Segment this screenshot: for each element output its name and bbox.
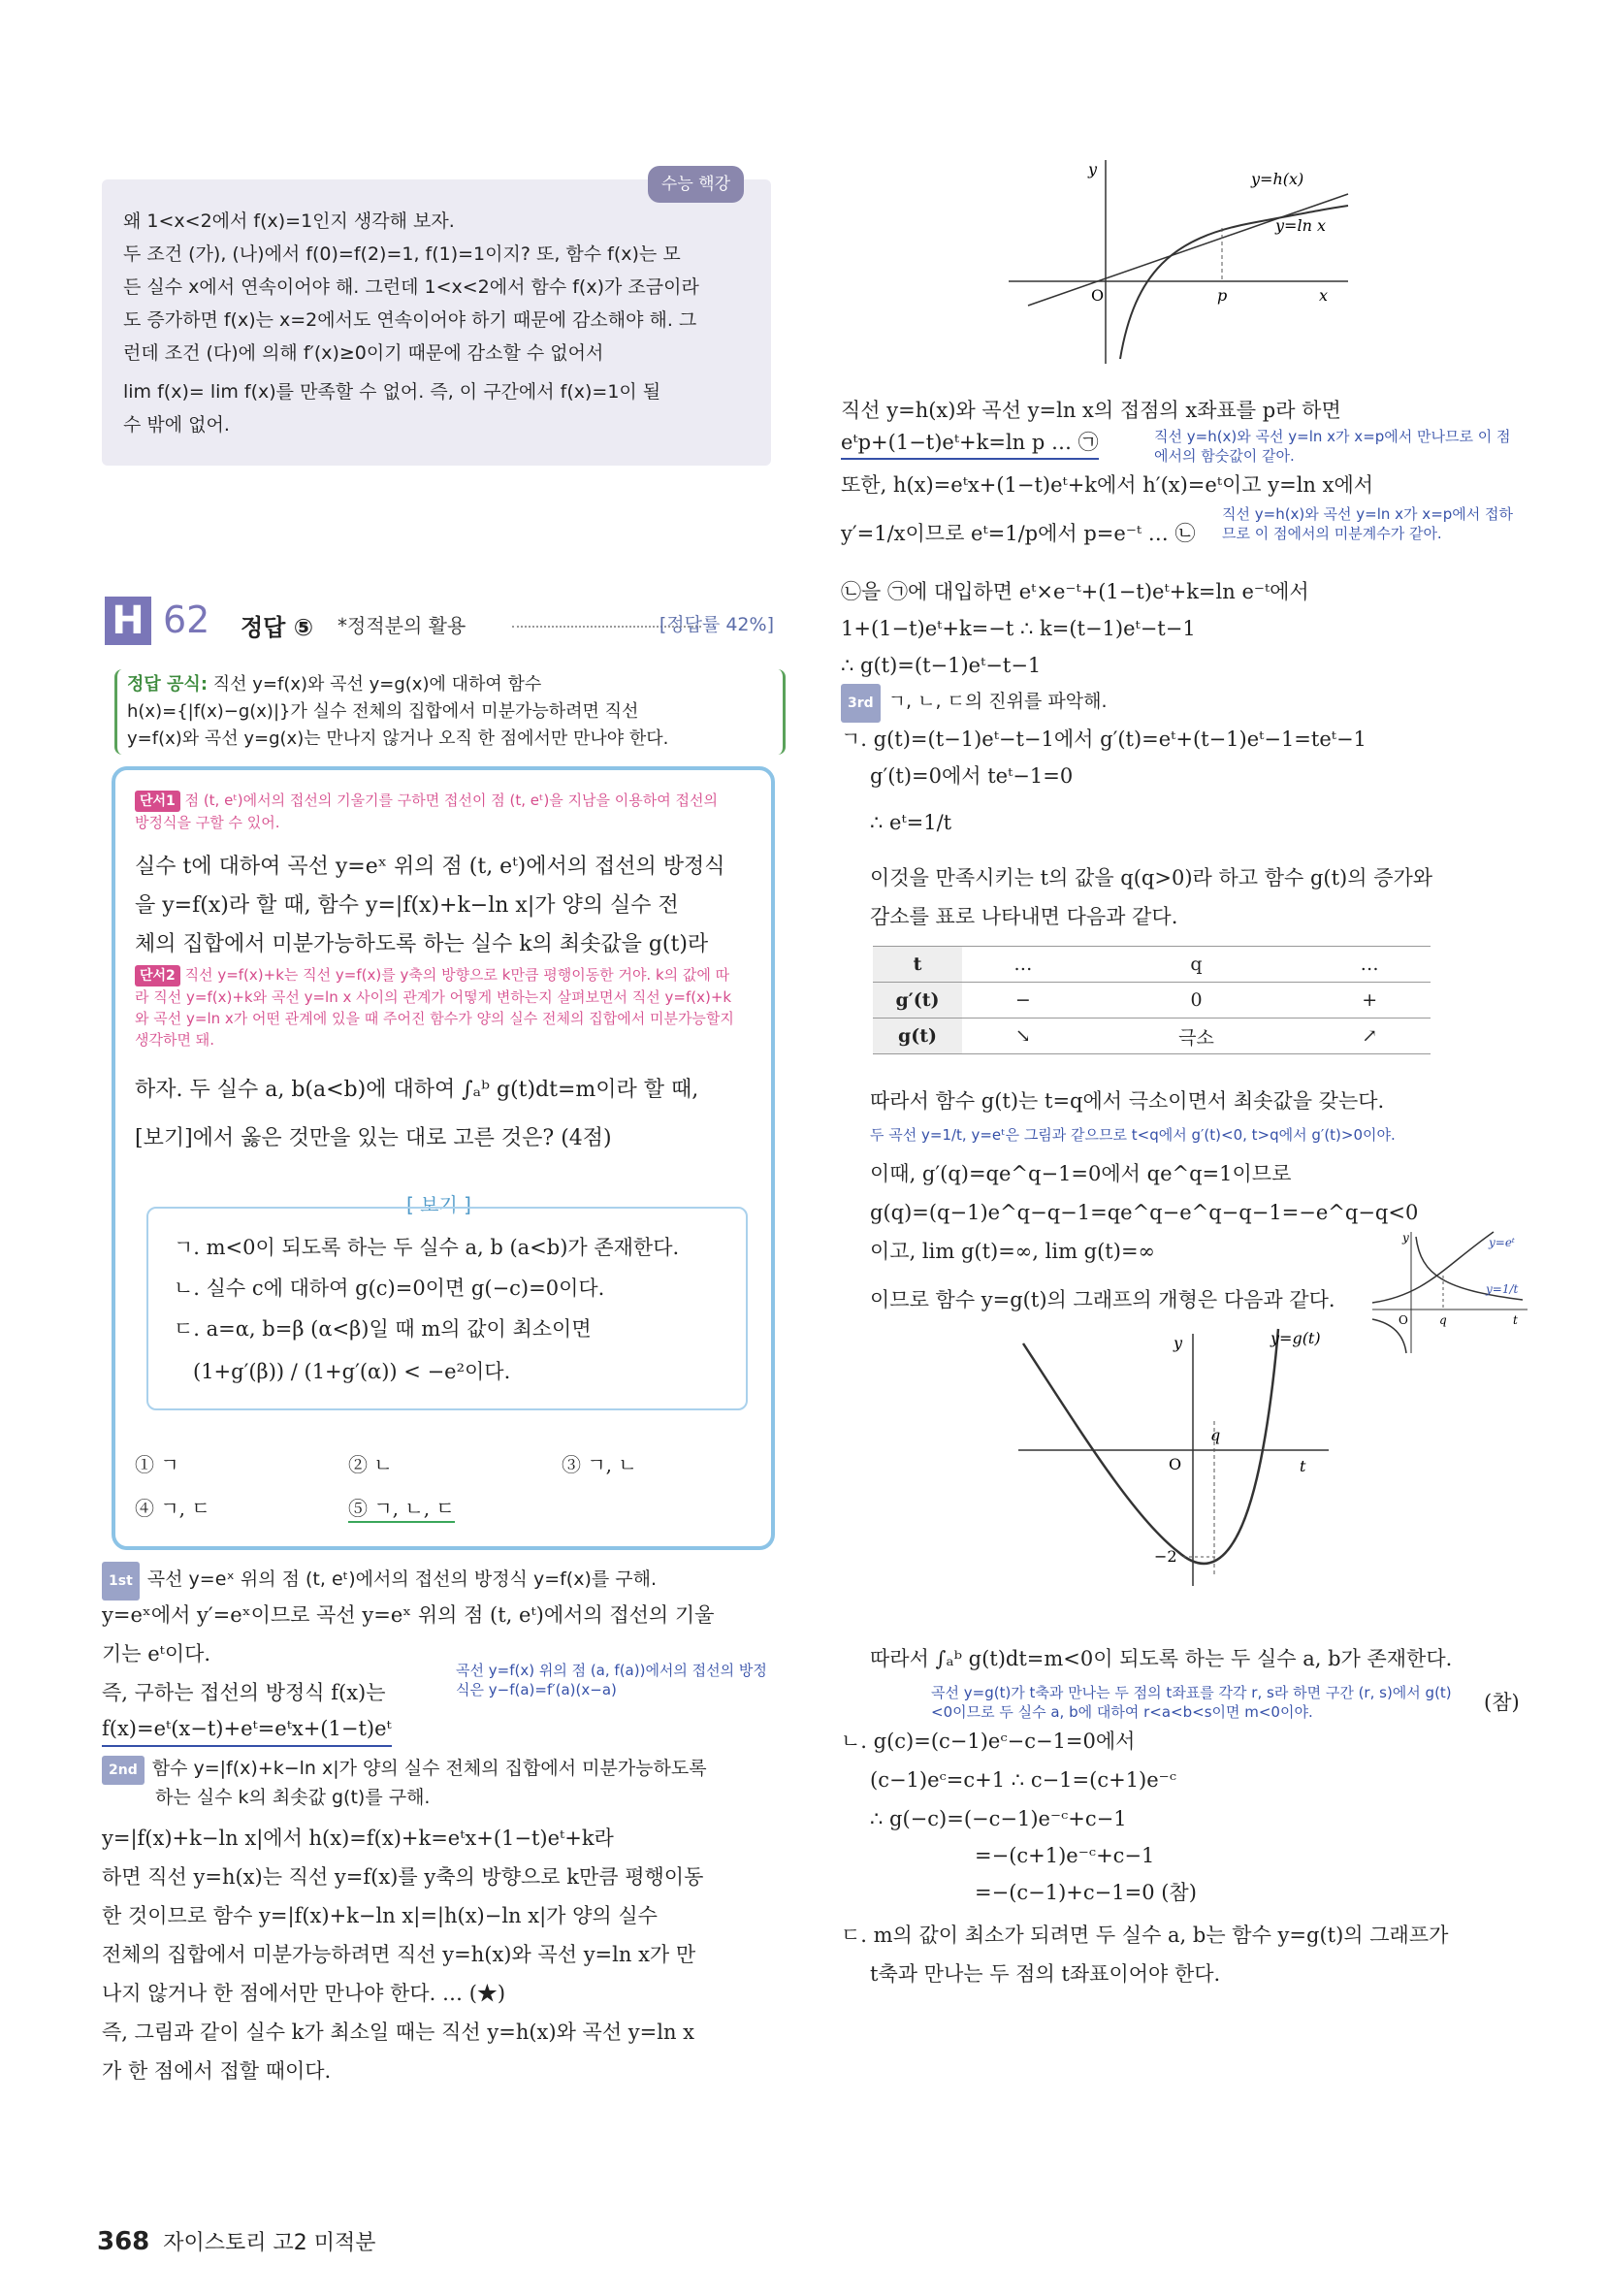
note: 곡선 y=f(x) 위의 점 (a, f(a))에서의 접선의 방정식은 y−f(a)=f′(a)(x−a) <box>456 1662 767 1698</box>
label: O <box>1091 286 1105 305</box>
step-text: 함수 y=|f(x)+k−ln x|가 양의 실수 전체의 집합에서 미분가능하도록 <box>151 1758 707 1779</box>
tip-line: 왜 1<x<2에서 f(x)=1인지 생각해 보자. <box>123 210 455 232</box>
solution-line: 가 한 점에서 접할 때이다. <box>102 2059 332 2083</box>
book-title: 자이스토리 고2 미적분 <box>163 2231 376 2255</box>
solution-line: ㄱ. g(t)=(t−1)eᵗ−t−1에서 g′(t)=eᵗ+(t−1)eᵗ−1=teᵗ−1 <box>841 728 1367 751</box>
tip-line: 도 증가하면 f(x)는 x=2에서도 연속이어야 하기 때문에 감소해야 해. 그 <box>123 309 697 331</box>
step-2nd <box>102 1754 707 1785</box>
tip-line: 수 밖에 없어. <box>123 414 230 436</box>
table-cell: 0 <box>1084 983 1309 1019</box>
step-1st <box>102 1560 657 1601</box>
table-cell: ↗ <box>1308 1019 1431 1054</box>
solution-line: 따라서 함수 g(t)는 t=q에서 극소이면서 최솟값을 갖는다. <box>870 1089 1385 1113</box>
solution-line: 이때, g′(q)=qe^q−1=0에서 qe^q=1이므로 <box>870 1162 1292 1185</box>
hint-2 <box>135 964 736 1051</box>
bogi-box <box>146 1207 748 1410</box>
note: 직선 y=h(x)와 곡선 y=ln x가 x=p에서 접하므로 이 점에서의 미분계수가 같아. <box>1222 505 1514 542</box>
table-cell: … <box>962 947 1084 983</box>
formula-text: 직선 y=f(x)와 곡선 y=g(x)에 대하여 함수 <box>208 674 542 695</box>
solution-line: 즉, 구하는 접선의 방정식 f(x)는 <box>102 1681 386 1704</box>
problem-header <box>105 597 774 645</box>
label: x <box>1319 286 1329 305</box>
topic-label: *정적분의 활용 <box>338 614 466 637</box>
solution-line: =−(c+1)e⁻ᶜ+c−1 <box>975 1844 1155 1867</box>
verdict: (참) <box>1484 1691 1520 1714</box>
choice-2[interactable]: ② ㄴ <box>348 1453 393 1476</box>
step-badge: 2nd <box>102 1756 145 1785</box>
solution-line: ∴ g(−c)=(−c−1)e⁻ᶜ+c−1 <box>870 1807 1127 1830</box>
table-cell: … <box>1308 947 1431 983</box>
label: y=h(x) <box>1251 170 1304 188</box>
label: O <box>1399 1313 1408 1327</box>
solution-line: y=|f(x)+k−ln x|에서 h(x)=f(x)+k=eᵗx+(1−t)eᵗ+k라 <box>102 1827 614 1850</box>
bogi-item: ㄴ. 실수 c에 대하여 g(c)=0이면 g(−c)=0이다. <box>174 1277 605 1300</box>
solution-line: ㉡을 ㉠에 대입하면 eᵗ×e⁻ᵗ+(1−t)eᵗ+k=ln e⁻ᵗ에서 <box>841 580 1309 603</box>
solution-line: 한 것이므로 함수 y=|f(x)+k−ln x|=|h(x)−ln x|가 양의 실수 <box>102 1904 658 1927</box>
label: y=g(t) <box>1270 1329 1321 1347</box>
solution-line: g(q)=(q−1)e^q−q−1=qe^q−e^q−q−1=−e^q−q<0 <box>870 1201 1419 1224</box>
step-3rd <box>841 682 1108 723</box>
graph-g <box>1009 1324 1377 1596</box>
label: y=1/t <box>1486 1282 1519 1296</box>
problem-line: 하자. 두 실수 a, b(a<b)에 대하여 ∫ₐᵇ g(t)dt=m이라 할 때, <box>135 1078 699 1102</box>
hint-tag: 단서2 <box>135 965 180 986</box>
solution-line: 감소를 표로 나타내면 다음과 같다. <box>870 905 1178 928</box>
tip-line: 두 조건 (가), (나)에서 f(0)=f(2)=1, f(1)=1이지? 또, 함수 f(x)는 모 <box>123 243 681 265</box>
problem-box <box>112 766 775 1550</box>
label: y <box>1088 160 1098 178</box>
step-badge: 1st <box>102 1562 140 1601</box>
solution-line: f(x)=eᵗ(x−t)+eᵗ=eᵗx+(1−t)eᵗ <box>102 1712 392 1747</box>
tip-badge: 수능 핵강 <box>648 166 744 203</box>
solution-line: g′(t)=0에서 teᵗ−1=0 <box>870 764 1074 788</box>
page-number: 368 <box>97 2227 150 2256</box>
problem-line: 을 y=f(x)라 할 때, 함수 y=|f(x)+k−ln x|가 양의 실수 전 <box>135 893 679 918</box>
solution-line: ㄷ. m의 값이 최소가 되려면 두 실수 a, b는 함수 y=g(t)의 그래프가 <box>841 1924 1449 1947</box>
solution-line: 전체의 집합에서 미분가능하려면 직선 y=h(x)와 곡선 y=ln x가 만 <box>102 1943 696 1966</box>
choice-4[interactable]: ④ ㄱ, ㄷ <box>135 1497 210 1520</box>
hint-tag: 단서1 <box>135 791 180 812</box>
answer-formula <box>114 669 786 755</box>
step-text: 하는 실수 k의 최솟값 g(t)를 구해. <box>155 1787 431 1808</box>
solution-line: ∴ eᵗ=1/t <box>870 811 952 834</box>
tip-line: 든 실수 x에서 연속이어야 해. 그런데 1<x<2에서 함수 f(x)가 조금이라 <box>123 276 699 298</box>
solution-line: 이므로 함수 y=g(t)의 그래프의 개형은 다음과 같다. <box>870 1288 1335 1311</box>
table-cell: ↘ <box>962 1019 1084 1054</box>
tip-line: 런데 조건 (다)에 의해 f′(x)≥0이기 때문에 감소할 수 없어서 <box>123 342 604 364</box>
solution-line: 기는 eᵗ이다. <box>102 1642 211 1665</box>
problem-line: 체의 집합에서 미분가능하도록 하는 실수 k의 최솟값을 g(t)라 <box>135 932 709 956</box>
formula-text: y=f(x)와 곡선 y=g(x)는 만나지 않거나 오직 한 점에서만 만나야 한다. <box>127 728 669 749</box>
correct-rate: [정답률 42%] <box>659 614 774 635</box>
solution-line: 1+(1−t)eᵗ+k=−t ∴ k=(t−1)eᵗ−t−1 <box>841 617 1196 640</box>
hint-1 <box>135 790 736 833</box>
solution-line: t축과 만나는 두 점의 t좌표이어야 한다. <box>870 1962 1221 1986</box>
table-header: g(t) <box>873 1019 962 1054</box>
page-footer <box>97 2226 376 2256</box>
hint-text: 직선 y=f(x)+k는 직선 y=f(x)를 y축의 방향으로 k만큼 평행이동한 거야. k의 값에 따라 직선 y=f(x)+k와 곡선 y=ln x 사이의 관계가 어떻게 변하는지 살펴보면서 직선 y=f(x)+k와 곡선 y=ln x가 어떤 관계에 있을 때 주어진 함수가 양의 실수 전체의 집합에서 미분가능할지 생각하면 돼. <box>135 966 734 1049</box>
step-text: 곡선 y=eˣ 위의 점 (t, eᵗ)에서의 접선의 방정식 y=f(x)를 구해. <box>146 1568 658 1590</box>
graph-tangent <box>999 155 1358 369</box>
g-curve <box>1023 1329 1278 1564</box>
label: y=eᵗ <box>1489 1236 1515 1249</box>
table-cell: − <box>962 983 1084 1019</box>
solution-line: y=eˣ에서 y′=eˣ이므로 곡선 y=eˣ 위의 점 (t, eᵗ)에서의 접선의 기울 <box>102 1603 715 1627</box>
solution-line: 따라서 ∫ₐᵇ g(t)dt=m<0이 되도록 하는 두 실수 a, b가 존재한다. <box>870 1647 1453 1670</box>
hint-text: 점 (t, eᵗ)에서의 접선의 기울기를 구하면 접선이 점 (t, eᵗ)을 지남을 이용하여 접선의 방정식을 구할 수 있어. <box>135 792 719 831</box>
problem-line: 실수 t에 대하여 곡선 y=eˣ 위의 점 (t, eᵗ)에서의 접선의 방정식 <box>135 855 725 879</box>
section-letter: H <box>105 597 151 645</box>
label: y=ln x <box>1275 216 1326 235</box>
problem-line: [보기]에서 옳은 것만을 있는 대로 고른 것은? (4점) <box>135 1126 612 1150</box>
label: q <box>1210 1426 1221 1444</box>
formula-label: 정답 공식: <box>127 674 209 695</box>
label: p <box>1217 286 1228 305</box>
bogi-item: ㄱ. m<0이 되도록 하는 두 실수 a, b (a<b)가 존재한다. <box>174 1236 680 1259</box>
solution-line: =−(c−1)+c−1=0 (참) <box>975 1881 1197 1904</box>
solution-line: ∴ g(t)=(t−1)eᵗ−t−1 <box>841 654 1042 677</box>
solution-line: ㄴ. g(c)=(c−1)eᶜ−c−1=0에서 <box>841 1730 1136 1753</box>
solution-line: y′=1/x이므로 eᵗ=1/p에서 p=e⁻ᵗ … ㉡ <box>841 522 1196 545</box>
graph-et-1t <box>1367 1227 1532 1358</box>
solution-line: 나지 않거나 한 점에서만 만나야 한다. … (★) <box>102 1982 506 2005</box>
solution-line: eᵗp+(1−t)eᵗ+k=ln p … ㉠ <box>841 427 1099 460</box>
step-badge: 3rd <box>841 684 881 723</box>
solution-line: 이것을 만족시키는 t의 값을 q(q>0)라 하고 함수 g(t)의 증가와 <box>870 866 1433 889</box>
step-text: ㄱ, ㄴ, ㄷ의 진위를 파악해. <box>887 691 1108 712</box>
choice-1[interactable]: ① ㄱ <box>135 1453 179 1476</box>
tip-box <box>102 175 771 466</box>
choice-3[interactable]: ③ ㄱ, ㄴ <box>562 1453 637 1476</box>
tip-line: lim f(x)= lim f(x)를 만족할 수 없어. 즉, 이 구간에서 f(x)=1이 될 <box>123 381 661 403</box>
solution-line: 이고, lim g(t)=∞, lim g(t)=∞ <box>870 1240 1156 1263</box>
note: 두 곡선 y=1/t, y=eᵗ은 그림과 같으므로 t<q에서 g′(t)<0, t>q에서 g′(t)>0이야. <box>870 1126 1396 1144</box>
table-cell: + <box>1308 983 1431 1019</box>
table-cell: 극소 <box>1084 1019 1309 1054</box>
label: t <box>1300 1457 1306 1475</box>
bogi-item: ㄷ. a=α, b=β (α<β)일 때 m의 값이 최소이면 <box>174 1317 592 1341</box>
solution-line: 하면 직선 y=h(x)는 직선 y=f(x)를 y축의 방향으로 k만큼 평행이동 <box>102 1865 704 1889</box>
label: y <box>1174 1334 1183 1352</box>
choice-5[interactable]: ⑤ ㄱ, ㄴ, ㄷ <box>348 1493 455 1523</box>
label: y <box>1402 1231 1409 1245</box>
answer-label: 정답 ⑤ <box>241 614 314 641</box>
label: q <box>1439 1313 1447 1327</box>
label: O <box>1169 1455 1182 1473</box>
increase-decrease-table <box>873 946 1431 1054</box>
solution-line: (c−1)eᶜ=c+1 ∴ c−1=(c+1)e⁻ᶜ <box>870 1768 1177 1792</box>
label: −2 <box>1154 1547 1177 1566</box>
table-header: t <box>873 947 962 983</box>
note: 직선 y=h(x)와 곡선 y=ln x가 x=p에서 만나므로 이 점에서의 함숫값이 같아. <box>1154 428 1511 465</box>
problem-number: 62 <box>163 598 210 641</box>
label: t <box>1513 1313 1518 1327</box>
bogi-title: [ 보기 ] <box>406 1193 471 1216</box>
tangent-line <box>1028 194 1348 306</box>
table-header: g′(t) <box>873 983 962 1019</box>
bogi-item: (1+g′(β)) / (1+g′(α)) < −e²이다. <box>193 1360 511 1383</box>
solution-line: 또한, h(x)=eᵗx+(1−t)eᵗ+k에서 h′(x)=eᵗ이고 y=ln x에서 <box>841 473 1374 497</box>
formula-text: h(x)={|f(x)−g(x)|}가 실수 전체의 집합에서 미분가능하려면 직선 <box>127 701 639 722</box>
solution-line: 즉, 그림과 같이 실수 k가 최소일 때는 직선 y=h(x)와 곡선 y=ln x <box>102 2021 695 2044</box>
table-cell: q <box>1084 947 1309 983</box>
solution-line: 직선 y=h(x)와 곡선 y=ln x의 접점의 x좌표를 p라 하면 <box>841 399 1341 422</box>
note: 곡선 y=g(t)가 t축과 만나는 두 점의 t좌표를 각각 r, s라 하면 구간 (r, s)에서 g(t)<0이므로 두 실수 a, b에 대하여 r<a<b<s이면 m<0이야. <box>931 1684 1452 1721</box>
